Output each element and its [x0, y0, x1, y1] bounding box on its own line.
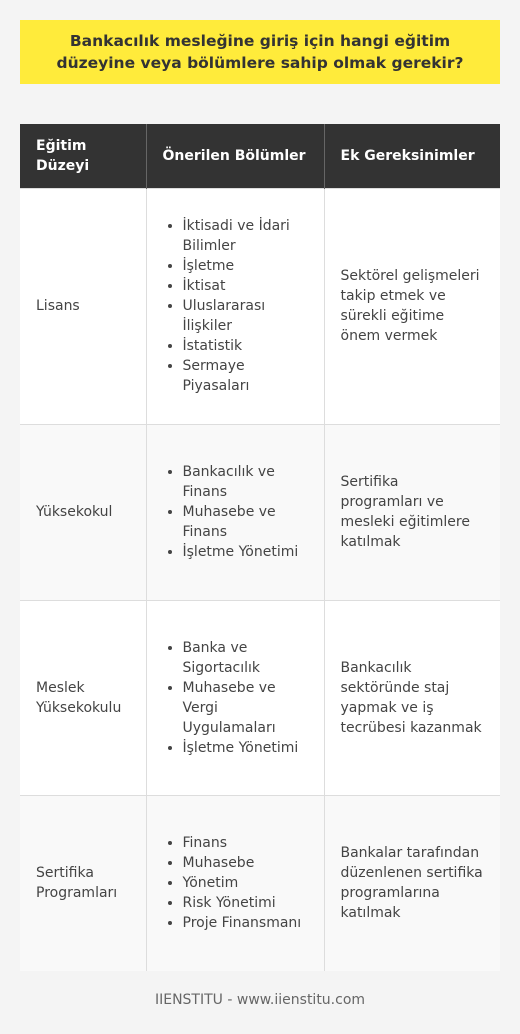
list-item: • İstatistik: [183, 336, 308, 356]
majors-cell: [146, 188, 324, 424]
page-title: Bankacılık mesleğine giriş için hangi eğitim düzeyine veya bölümlere sahip olmak gerekir?: [20, 20, 500, 84]
extra-requirements-cell: Bankalar tarafından düzenlenen sertifika programlarına katılmak: [324, 795, 500, 971]
list-item: • Proje Finansmanı: [183, 913, 308, 933]
majors-cell: [146, 424, 324, 600]
table-row: [20, 424, 500, 600]
education-level-cell: Yüksekokul: [20, 424, 146, 600]
education-level-cell: Lisans: [20, 188, 146, 424]
list-item: • Yönetim: [183, 873, 308, 893]
list-item: • Muhasebe ve Finans: [183, 502, 308, 542]
list-item: • Risk Yönetimi: [183, 893, 308, 913]
list-item: • Muhasebe ve Vergi Uygulamaları: [183, 678, 308, 738]
table-row: [20, 600, 500, 795]
majors-list: [163, 216, 308, 396]
education-level-cell: Sertifika Programları: [20, 795, 146, 971]
list-item: • Finans: [183, 833, 308, 853]
list-item: • İktisadi ve İdari Bilimler: [183, 216, 308, 256]
footer-credit: IIENSTITU - www.iienstitu.com: [154, 992, 366, 1008]
extra-requirements-cell: Sektörel gelişmeleri takip etmek ve sürekli eğitime önem vermek: [324, 188, 500, 424]
majors-cell: [146, 600, 324, 795]
table-header-row: [20, 124, 500, 188]
table-row: [20, 188, 500, 424]
header-recommended-majors: Önerilen Bölümler: [146, 124, 324, 188]
extra-requirements-cell: Bankacılık sektöründe staj yapmak ve iş tecrübesi kazanmak: [324, 600, 500, 795]
list-item: • Uluslararası İlişkiler: [183, 296, 308, 336]
education-table: [20, 124, 500, 971]
list-item: • Bankacılık ve Finans: [183, 462, 308, 502]
list-item: • İşletme: [183, 256, 308, 276]
education-level-cell: Meslek Yüksekokulu: [20, 600, 146, 795]
list-item: • İşletme Yönetimi: [183, 738, 308, 758]
list-item: • Sermaye Piyasaları: [183, 356, 308, 396]
header-additional-requirements: Ek Gereksinimler: [324, 124, 500, 188]
list-item: • İşletme Yönetimi: [183, 542, 308, 562]
majors-list: [163, 833, 308, 933]
header-education-level: Eğitim Düzeyi: [20, 124, 146, 188]
majors-list: [163, 638, 308, 758]
extra-requirements-cell: Sertifika programları ve mesleki eğitimlere katılmak: [324, 424, 500, 600]
list-item: • Muhasebe: [183, 853, 308, 873]
table-row: [20, 795, 500, 971]
list-item: • İktisat: [183, 276, 308, 296]
list-item: • Banka ve Sigortacılık: [183, 638, 308, 678]
majors-cell: [146, 795, 324, 971]
majors-list: [163, 462, 308, 562]
